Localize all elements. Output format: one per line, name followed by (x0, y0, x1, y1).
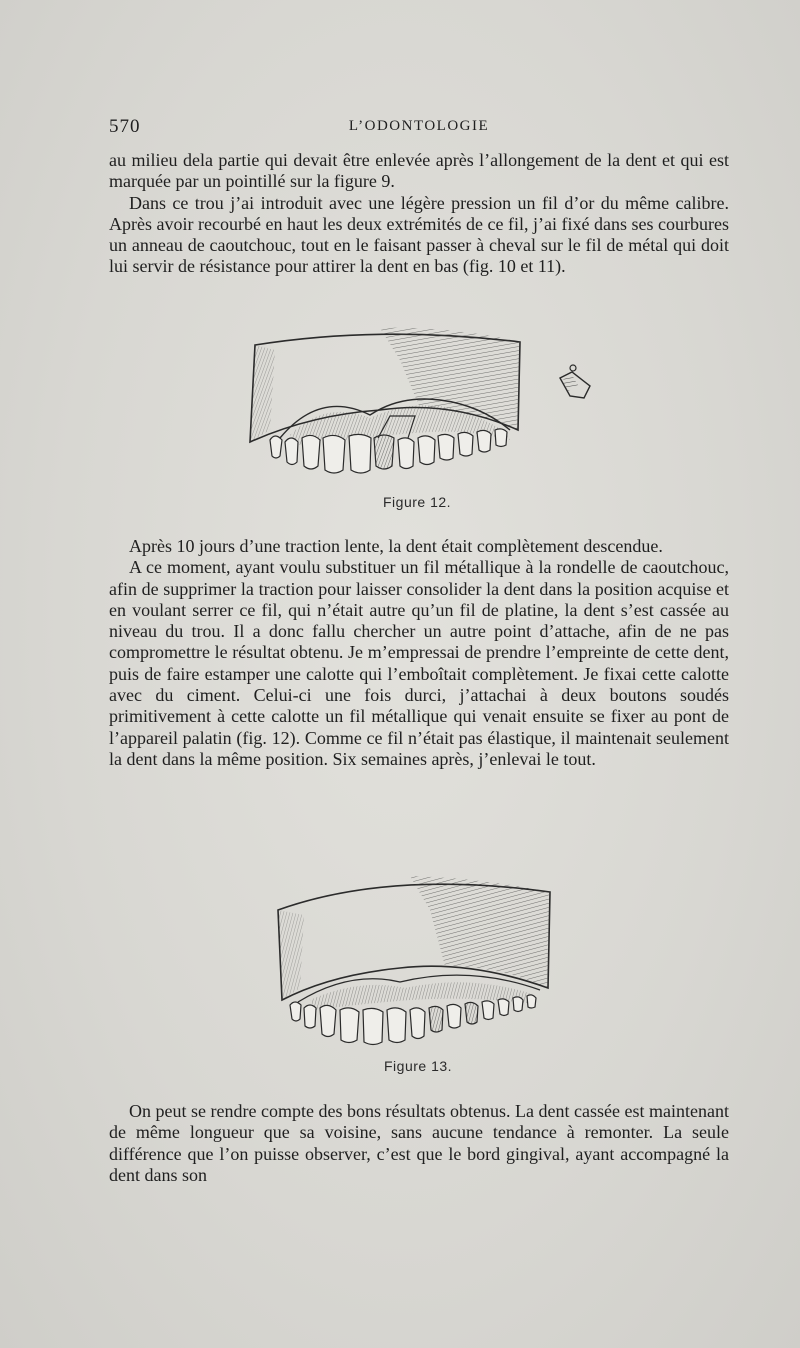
running-head: L’ODONTOLOGIE (348, 118, 490, 134)
detached-cap-illustration (560, 365, 590, 398)
paragraph: au milieu dela partie qui devait être enlevée après l’allongement de la dent et qui est marquée par un pointillé sur la figure 9. (109, 150, 729, 192)
paragraph: On peut se rendre compte des bons résultats obtenus. La dent cassée est maintenant de même longueur que sa voisine, sans aucune tendance à remonter. La seule différence que l’on puisse observer, c’est que le bord gingival, ayant accompagné la dent dans son (109, 1101, 729, 1185)
text-block-top (109, 150, 729, 278)
paragraph: A ce moment, ayant voulu substituer un fil métallique à la rondelle de caoutchouc, afin de supprimer la traction pour laisser consolider la dent dans la position acquise et en voulant serrer ce fil, qui n’était autre qu’un fil de platine, la dent s’est cassée au niveau du trou. Il a donc fallu chercher un autre point d’attache, afin de ne pas compromettre le résultat obtenu. Je m’empressai de prendre l’empreinte de cette dent, puis de faire estamper une calotte qui l’emboîtait complètement. Je fixai cette calotte avec du ciment. Celui-ci une fois durci, j’attachai à deux boutons soudés primitivement à cette calotte un fil métallique qui venait ensuite se fixer au pont de l’appareil palatin (fig. 12). Comme ce fil n’était pas élastique, il maintenait seulement la dent dans la même position. Six semaines après, j’enlevai le tout. (109, 557, 729, 769)
paragraph: Dans ce trou j’ai introduit avec une légère pression un fil d’or du même calibre. Après avoir recourbé en haut les deux extrémités de ce fil, j’ai fixé dans ses courbures un anneau de caoutchouc, tout en le faisant passer à cheval sur le fil de métal qui doit lui servir de résistance pour attirer la dent en bas (fig. 10 et 11). (109, 192, 729, 277)
page-number: 570 (109, 116, 141, 137)
figure-12-dental-cast (230, 320, 610, 490)
text-block-bottom (109, 1101, 729, 1186)
text-block-middle (109, 536, 729, 770)
paragraph: Après 10 jours d’une traction lente, la dent était complètement descendue. (129, 536, 663, 556)
figure-13-caption: Figure 13. (384, 1058, 453, 1074)
page-header (109, 116, 729, 140)
figure-12-caption: Figure 12. (383, 494, 452, 510)
figure-13-dental-cast (270, 870, 560, 1060)
